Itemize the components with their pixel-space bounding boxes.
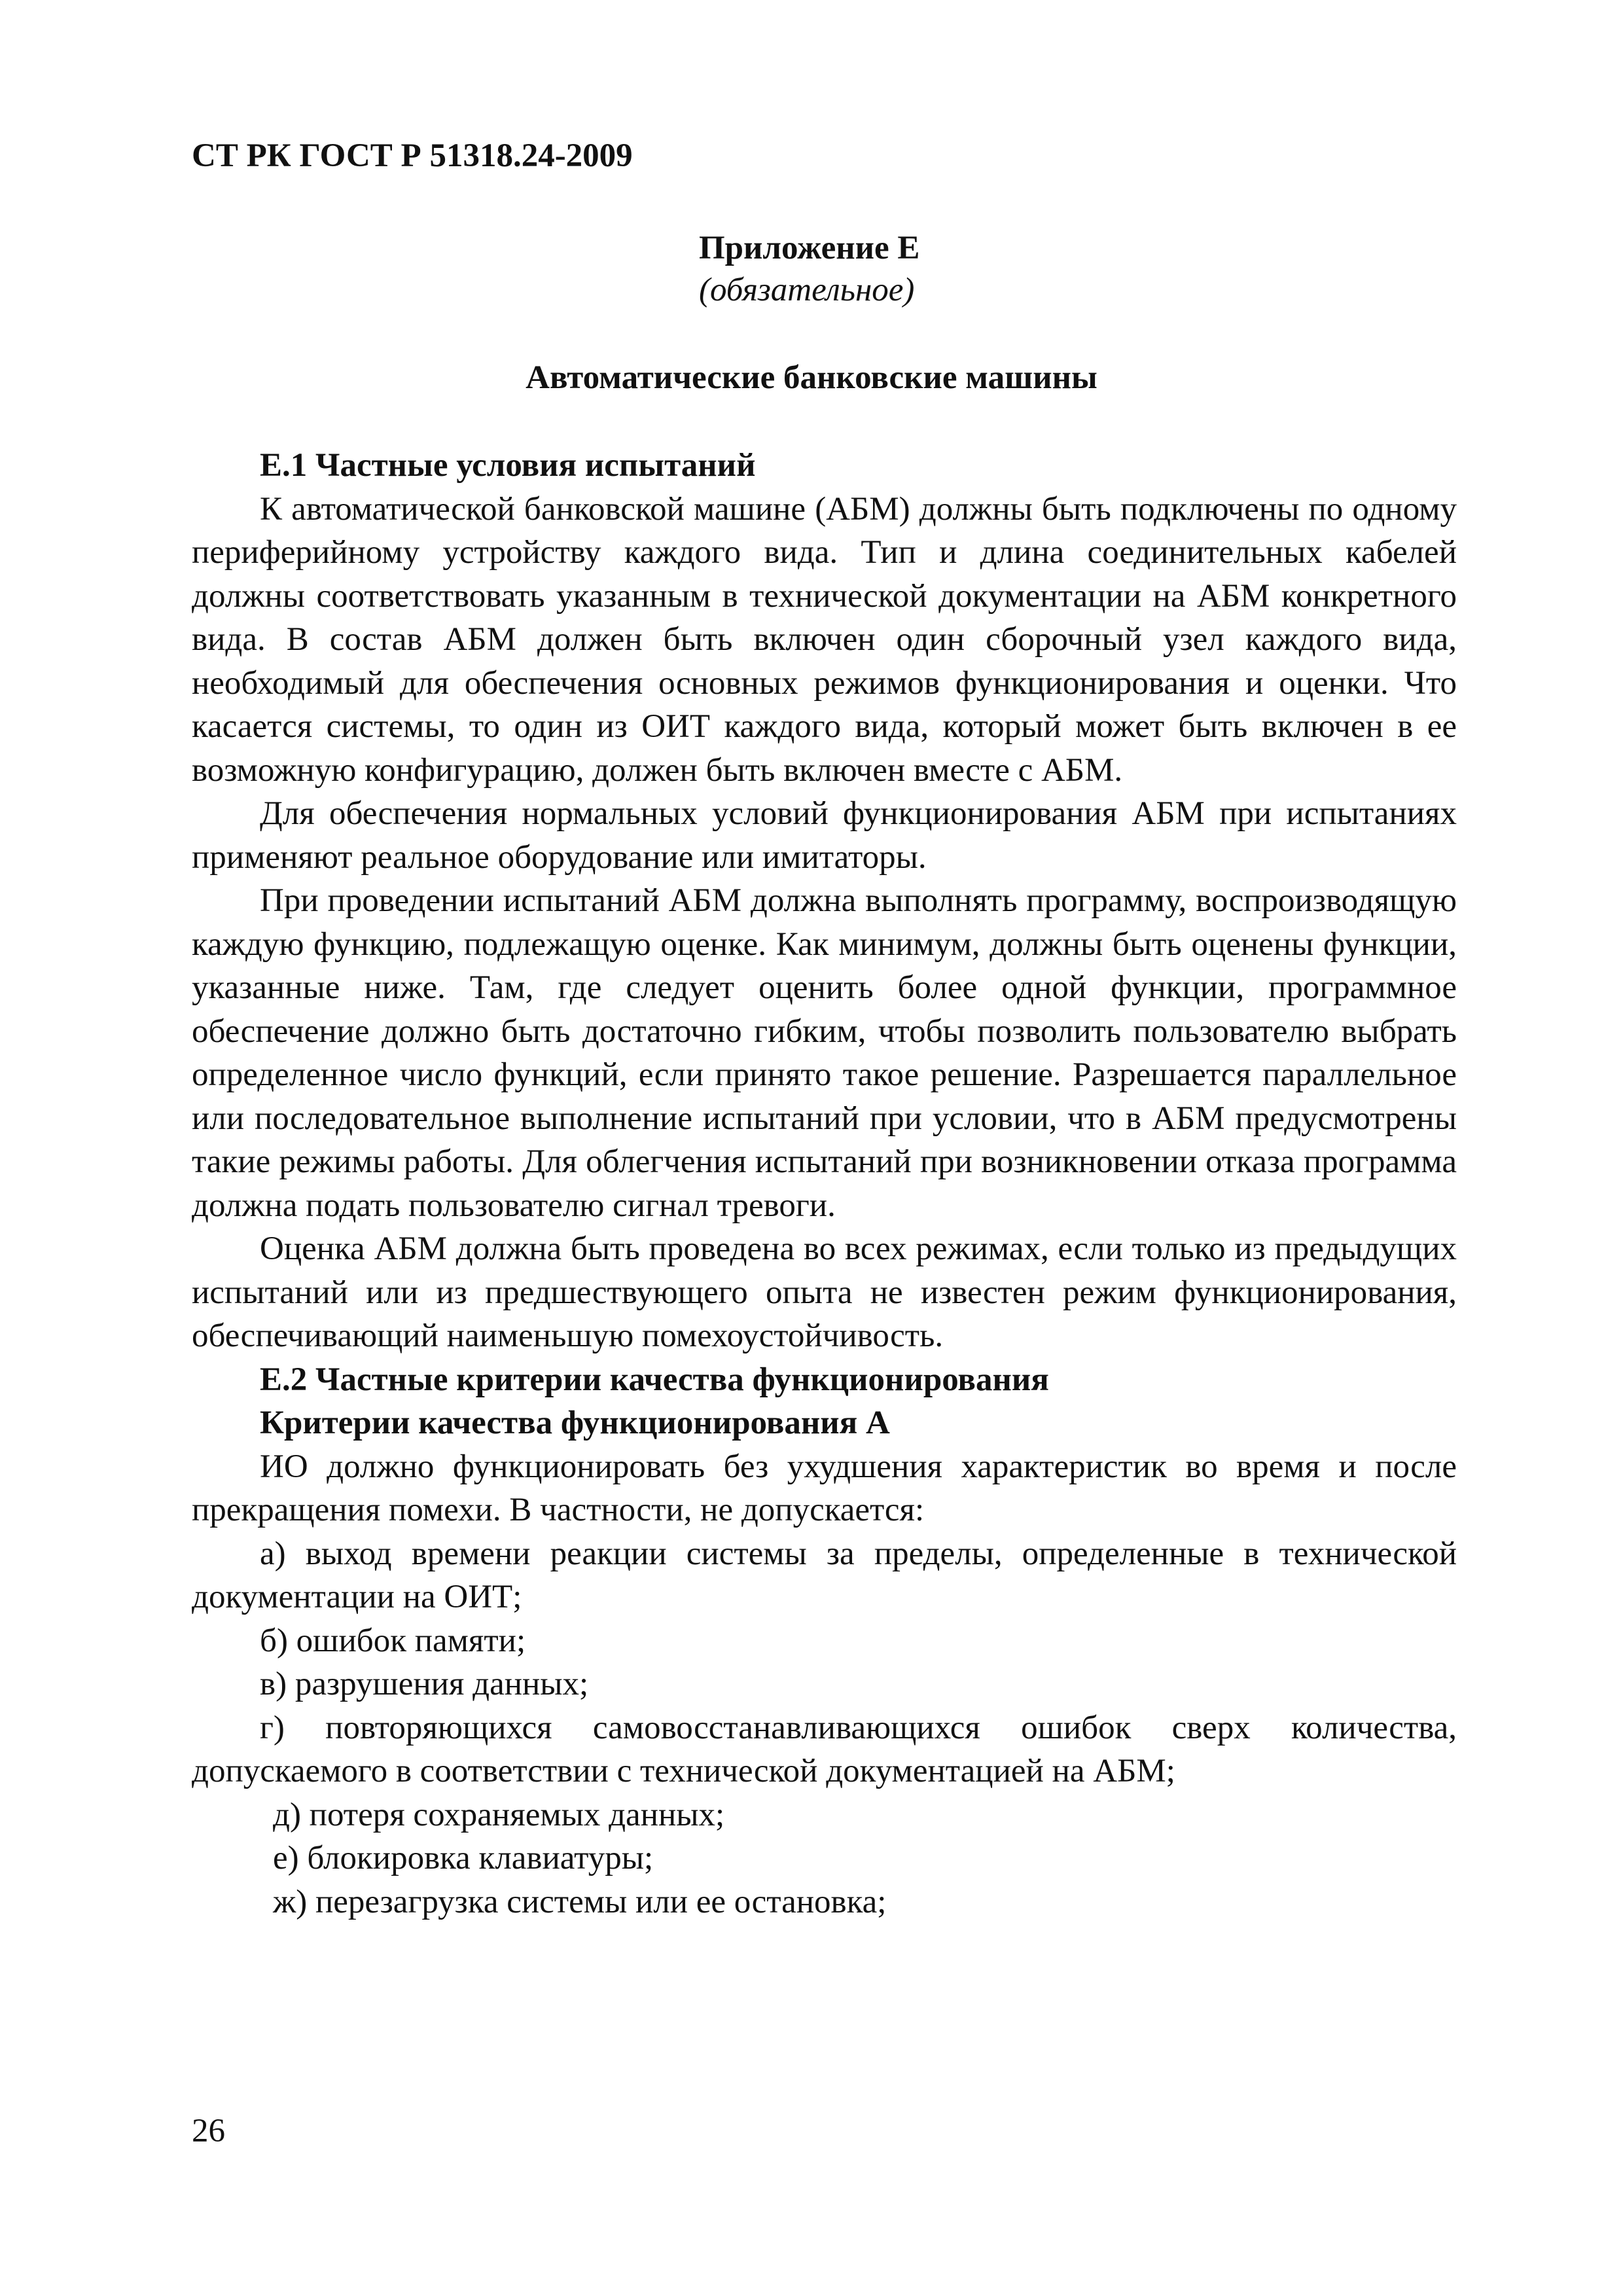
document-code: СТ РК ГОСТ Р 51318.24-2009: [192, 137, 633, 174]
paragraph: При проведении испытаний АБМ должна выполнять программу, воспроизводящую каждую функцию, подлежащую оценке. Как минимум, должны быть оценены функции, указанные ниже. Там, где следует оценить более одной функции, программное обеспечение должно быть достаточно гибким, чтобы позволить пользователю выбрать определенное число функций, если принято такое решение. Разрешается параллельное или последовательное выполнение испытаний при условии, что в АБМ предусмотрены такие режимы работы. Для облегчения испытаний при возникновении отказа программа должна подать пользователю сигнал тревоги.: [192, 882, 1457, 1224]
criteria-a-heading: Критерии качества функционирования А: [260, 1405, 890, 1441]
paragraph: Оценка АБМ должна быть проведена во всех режимах, если только из предыдущих испытаний или из предшествующего опыта не известен режим функционирования, обеспечивающий наименьшую помехоустойчивость.: [192, 1230, 1457, 1354]
section-e2-heading: Е.2 Частные критерии качества функционирования: [260, 1361, 1049, 1398]
list-item: г) повторяющихся самовосстанавливающихся ошибок сверх количества, допускаемого в соответствии с технической документацией на АБМ;: [192, 1709, 1457, 1789]
list-item: д) потеря сохраняемых данных;: [273, 1796, 725, 1833]
list-item: в) разрушения данных;: [260, 1666, 589, 1702]
paragraph: ИО должно функционировать без ухудшения характеристик во время и после прекращения помехи. В частности, не допускается:: [192, 1448, 1457, 1528]
paragraph: Для обеспечения нормальных условий функционирования АБМ при испытаниях применяют реальное оборудование или имитаторы.: [192, 795, 1457, 876]
document-body: [192, 444, 1457, 1924]
page-number: 26: [192, 2113, 225, 2149]
list-item: б) ошибок памяти;: [260, 1622, 526, 1659]
annex-status: (обязательное): [699, 272, 915, 308]
annex-heading: Автоматические банковские машины: [526, 359, 1097, 396]
list-item: е) блокировка клавиатуры;: [273, 1840, 654, 1876]
list-item: ж) перезагрузка системы или ее остановка;: [273, 1883, 887, 1920]
paragraph: К автоматической банковской машине (АБМ) должны быть подключены по одному периферийному устройству каждого вида. Тип и длина соединительных кабелей должны соответствовать указанным в технической документации на АБМ конкретного вида. В состав АБМ должен быть включен один сборочный узел каждого вида, необходимый для обеспечения основных режимов функционирования и оценки. Что касается системы, то один из ОИТ каждого вида, который может быть включен в ее возможную конфигурацию, должен быть включен вместе с АБМ.: [192, 490, 1457, 789]
annex-title: Приложение Е: [699, 230, 920, 266]
section-e1-heading: Е.1 Частные условия испытаний: [260, 447, 756, 484]
list-item: а) выход времени реакции системы за пределы, определенные в технической документации на ОИТ;: [192, 1535, 1457, 1615]
